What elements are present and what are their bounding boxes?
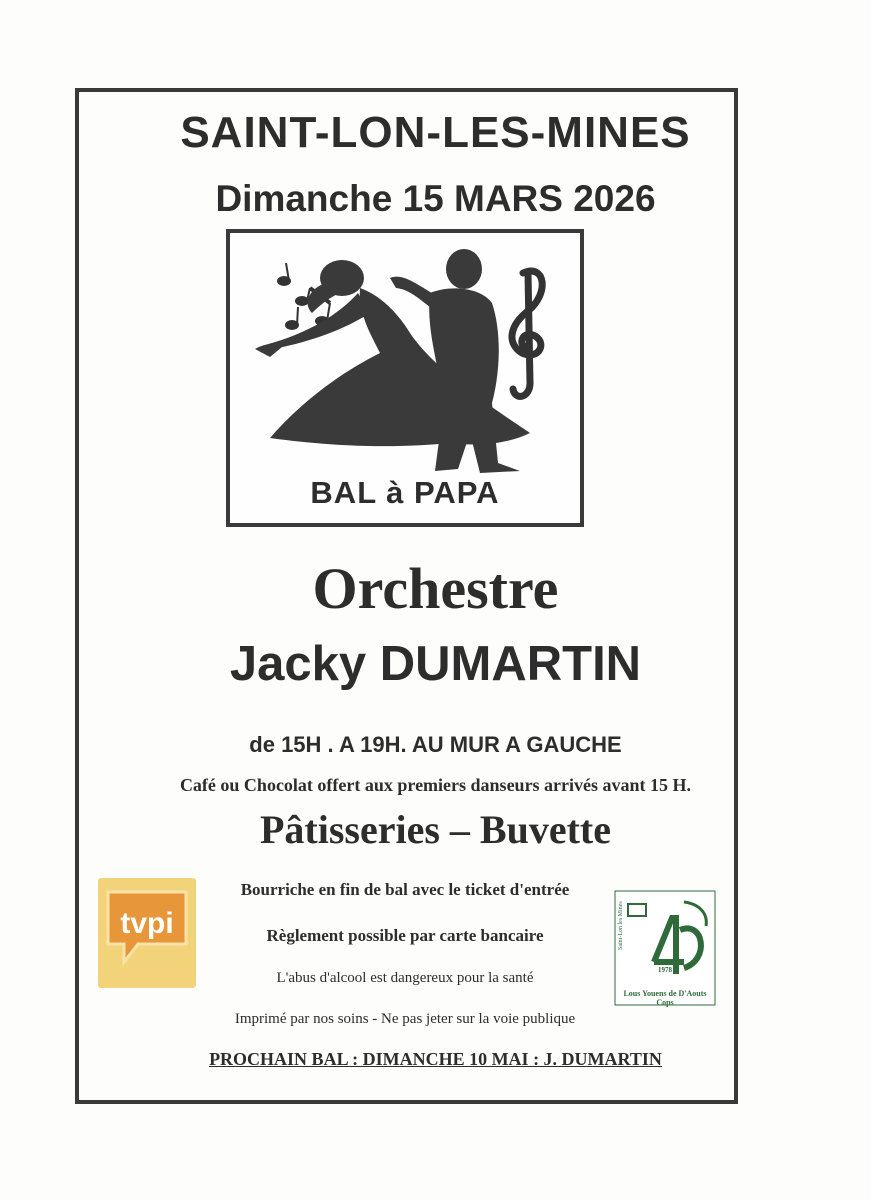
bal-a-papa-logo	[226, 229, 584, 527]
next-ball-text: PROCHAIN BAL : DIMANCHE 10 MAI : J. DUMARTIN	[209, 1049, 662, 1069]
orchestra-label: Orchestre	[312, 556, 559, 621]
club-logo	[614, 890, 716, 1006]
tvpi-logo	[98, 878, 196, 988]
next-ball-notice	[0, 1049, 871, 1070]
cafe-offer: Café ou Chocolat offert aux premiers danseurs arrivés avant 15 H.	[179, 775, 692, 795]
treble-clef-icon	[512, 271, 542, 396]
band-name: Jacky DUMARTIN	[229, 637, 642, 691]
bourriche-info: Bourriche en fin de bal avec le ticket d'entrée	[240, 880, 570, 899]
svg-text:tvpi: tvpi	[120, 907, 174, 940]
event-hours: de 15H . A 19H. AU MUR A GAUCHE	[249, 732, 622, 757]
event-date: Dimanche 15 MARS 2026	[215, 178, 656, 219]
svg-text:Saint-Lon les Mines: Saint-Lon les Mines	[618, 901, 624, 950]
town-title: SAINT-LON-LES-MINES	[180, 108, 691, 157]
club-motto: Lous Youens de D'Aouts Cops	[623, 989, 707, 1007]
payment-info: Règlement possible par carte bancaire	[266, 926, 544, 945]
refreshments: Pâtisseries – Buvette	[259, 807, 611, 852]
club-year: 1978	[658, 966, 672, 974]
tvpi-logo-icon	[98, 878, 196, 988]
bal-a-papa-label: BAL à PAPA	[310, 475, 500, 510]
alcohol-warning: L'abus d'alcool est dangereux pour la santé	[276, 970, 534, 986]
printed-notice: Imprimé par nos soins - Ne pas jeter sur la voie publique	[234, 1011, 576, 1027]
